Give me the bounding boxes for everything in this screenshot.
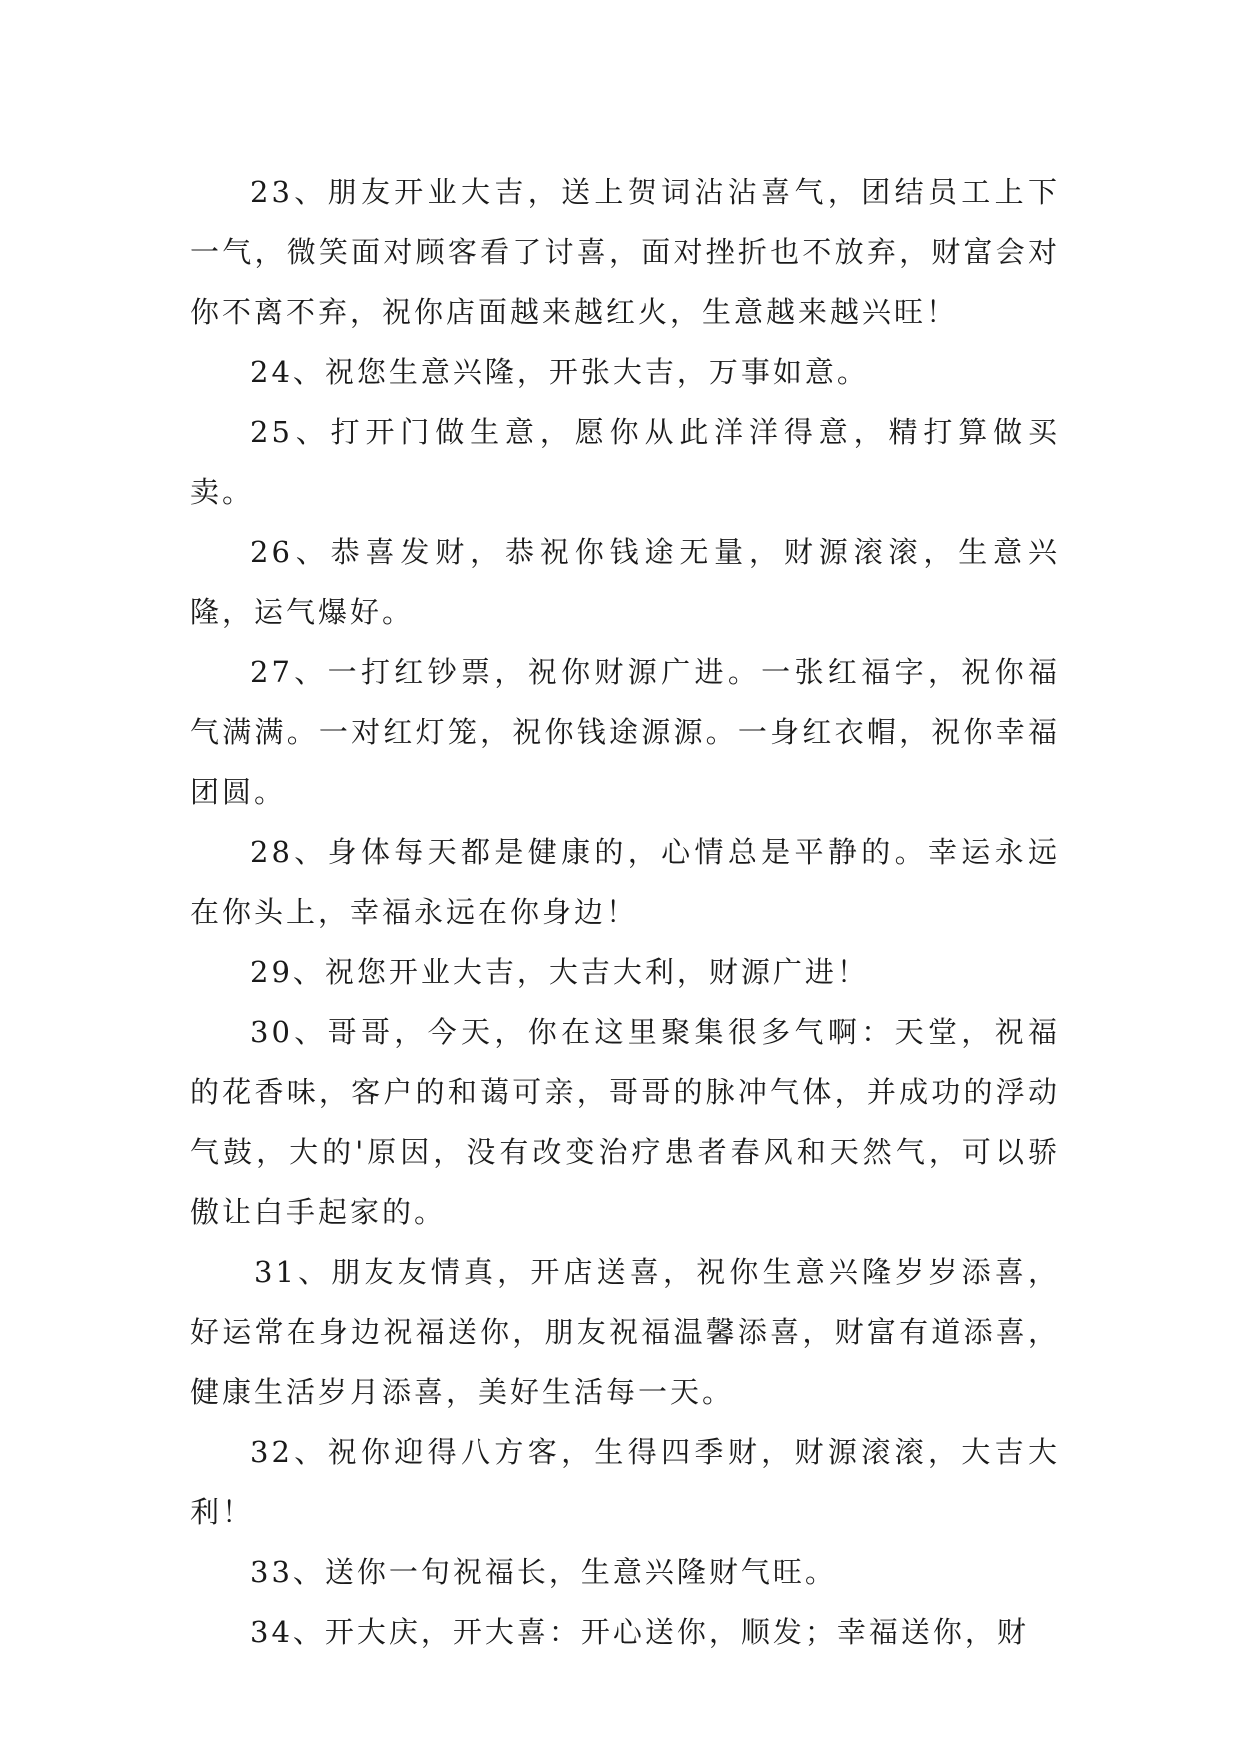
- paragraph-33: 33、送你一句祝福长，生意兴隆财气旺。: [250, 1555, 837, 1589]
- paragraph-28: 28、身体每天都是健康的，心情总是平静的。幸运永远在你头上，幸福永远在你身边！: [190, 835, 1060, 929]
- paragraph-29: 29、祝您开业大吉，大吉大利，财源广进！: [250, 955, 869, 989]
- document-body: [190, 162, 1060, 1662]
- paragraph-31: 31、朋友友情真，开店送喜，祝你生意兴隆岁岁添喜，好运常在身边祝福送你，朋友祝福温馨添喜，财富有道添喜，健康生活岁月添喜，美好生活每一天。: [190, 1255, 1060, 1409]
- paragraph-30: 30、哥哥，今天，你在这里聚集很多气啊：天堂，祝福的花香味，客户的和蔼可亲，哥哥的脉冲气体，并成功的浮动气鼓，大的'原因，没有改变治疗患者春风和天然气，可以骄傲让白手起家的。: [190, 1015, 1060, 1229]
- paragraph-24: 24、祝您生意兴隆，开张大吉，万事如意。: [250, 355, 869, 389]
- paragraph-23: 23、朋友开业大吉，送上贺词沾沾喜气，团结员工上下一气，微笑面对顾客看了讨喜，面对挫折也不放弃，财富会对你不离不弃，祝你店面越来越红火，生意越来越兴旺！: [190, 175, 1060, 329]
- paragraph-34: 34、开大庆，开大喜：开心送你，顺发；幸福送你，财: [250, 1615, 1029, 1649]
- paragraph-26: 26、恭喜发财，恭祝你钱途无量，财源滚滚，生意兴隆，运气爆好。: [190, 535, 1060, 629]
- paragraph-27: 27、一打红钞票，祝你财源广进。一张红福字，祝你福气满满。一对红灯笼，祝你钱途源源。一身红衣帽，祝你幸福团圆。: [190, 655, 1060, 809]
- paragraph-25: 25、打开门做生意，愿你从此洋洋得意，精打算做买卖。: [190, 415, 1060, 509]
- paragraph-32: 32、祝你迎得八方客，生得四季财，财源滚滚，大吉大利！: [190, 1435, 1060, 1529]
